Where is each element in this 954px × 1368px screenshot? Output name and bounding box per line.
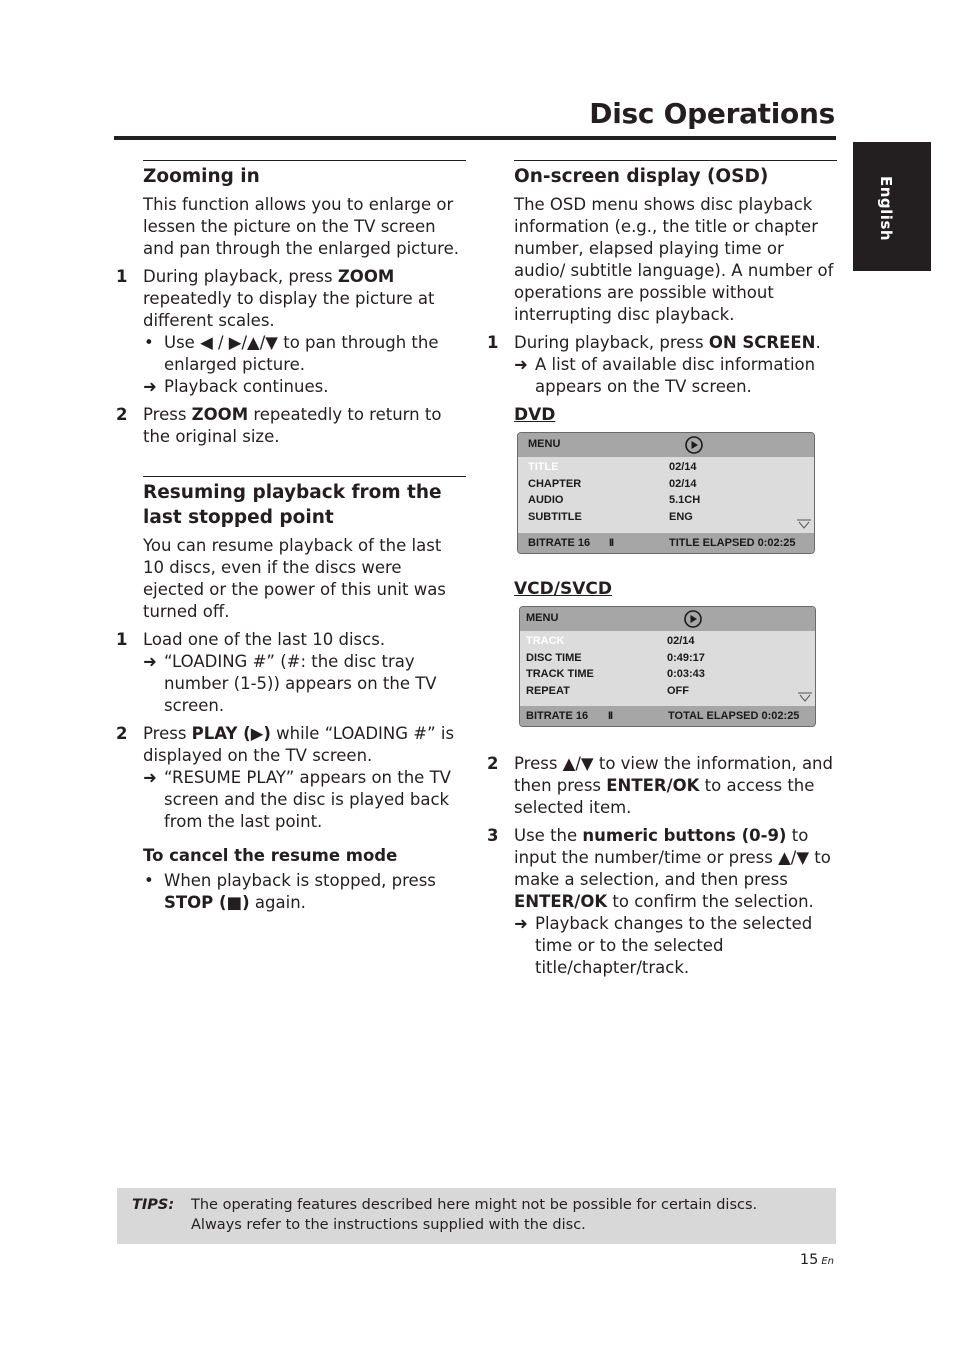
language-tab-label: English xyxy=(877,176,895,242)
page-number xyxy=(800,1250,834,1272)
arrow-icon: ➜ xyxy=(143,377,157,396)
step-text: repeatedly to return to the original size. xyxy=(143,405,442,446)
enter-ok-key: ENTER/OK xyxy=(514,892,608,911)
result-text: Playback continues. xyxy=(164,377,329,396)
step-text: During playback, press xyxy=(143,267,338,286)
osd-row-key: DISC TIME xyxy=(526,651,582,664)
resume-step-1-result xyxy=(143,651,466,717)
section-rule xyxy=(143,160,466,161)
zoom-step-2 xyxy=(116,404,466,448)
zoom-section-title: Zooming in xyxy=(143,166,260,187)
step-text: Press xyxy=(143,724,192,743)
scroll-down-icon xyxy=(797,519,811,529)
title-rule xyxy=(114,136,836,140)
step-text: Use the xyxy=(514,826,583,845)
osd-status-bar xyxy=(518,533,814,553)
tips-label: TIPS: xyxy=(132,1197,175,1213)
osd-row-value: ENG xyxy=(669,510,693,523)
osd-row-repeat xyxy=(520,683,815,700)
step-text: while “LOADING #” is displayed on the TV screen. xyxy=(143,724,455,765)
osd-row-title xyxy=(518,459,814,476)
zoom-bullet xyxy=(143,332,466,376)
pause-icon: II xyxy=(608,710,613,722)
bullet-dot: • xyxy=(144,333,154,352)
enter-ok-key: ENTER/OK xyxy=(606,776,700,795)
osd-rows xyxy=(518,459,814,525)
step-number: 1 xyxy=(116,630,128,649)
language-tab xyxy=(853,142,931,271)
osd-row-value: 0:49:17 xyxy=(667,651,705,664)
right-column xyxy=(487,160,837,979)
resume-section-title: Resuming playback from the last stopped point xyxy=(143,482,442,528)
resume-step-1 xyxy=(116,629,466,717)
dvd-label: DVD xyxy=(514,405,556,425)
vcd-label: VCD/SVCD xyxy=(514,579,612,599)
section-rule xyxy=(143,476,466,477)
step-number: 1 xyxy=(116,267,128,286)
bullet-text: Use ◀ / ▶/▲/▼ to pan through the enlarged picture. xyxy=(164,333,439,374)
stop-key: STOP (■) xyxy=(164,893,250,912)
step-text: During playback, press xyxy=(514,333,709,352)
osd-row-audio xyxy=(518,492,814,509)
osd-menu-label: MENU xyxy=(528,438,561,450)
arrow-icon: ➜ xyxy=(143,768,157,787)
bullet-item xyxy=(143,870,466,914)
osd-row-subtitle xyxy=(518,509,814,526)
osd-row-chapter xyxy=(518,476,814,493)
osd-row-key: CHAPTER xyxy=(528,477,582,490)
cancel-resume-title: To cancel the resume mode xyxy=(143,846,398,865)
osd-menu-bar xyxy=(520,607,815,631)
osd-row-track-time xyxy=(520,666,815,683)
osd-row-value: 0:03:43 xyxy=(667,668,705,680)
arrow-icon: ➜ xyxy=(143,652,157,671)
osd-row-key: SUBTITLE xyxy=(528,510,582,523)
step-text: Load one of the last 10 discs. xyxy=(143,630,386,649)
osd-row-value: 5.1CH xyxy=(669,494,701,506)
step-number: 2 xyxy=(116,405,128,424)
page-language: En xyxy=(821,1256,834,1267)
zoom-intro: This function allows you to enlarge or lessen the picture on the TV screen and pan through the enlarged picture. xyxy=(143,195,459,258)
step-number: 1 xyxy=(487,333,499,352)
step-text: to access the selected item. xyxy=(514,776,815,817)
zoom-key: ZOOM xyxy=(337,267,395,286)
step-text: Press xyxy=(143,405,192,424)
bullet-dot: • xyxy=(144,871,154,890)
page-number-value: 15 xyxy=(799,1252,819,1268)
osd-row-value: 02/14 xyxy=(667,635,695,647)
page-title: Disc Operations xyxy=(589,97,835,130)
step-text: to input the number/time or press ▲/▼ to make a selection, and then press xyxy=(514,826,831,889)
step-number: 2 xyxy=(487,754,499,773)
result-text: A list of available disc information appears on the TV screen. xyxy=(535,355,816,396)
osd-row-key: AUDIO xyxy=(528,494,564,506)
osd-row-key: TRACK xyxy=(526,635,565,647)
result-text: “RESUME PLAY” appears on the TV screen and the disc is played back from the last point. xyxy=(164,768,451,831)
on-screen-key: ON SCREEN xyxy=(708,333,816,352)
resume-step-2-result xyxy=(143,767,466,833)
osd-status-bar xyxy=(520,706,815,726)
osd-step-2 xyxy=(487,753,837,819)
tips-box xyxy=(117,1188,836,1244)
dvd-osd-screen xyxy=(517,432,815,554)
osd-menu-label: MENU xyxy=(526,612,559,624)
tips-line-1: The operating features described here might not be possible for certain discs. xyxy=(191,1197,758,1213)
zoom-step-1 xyxy=(116,266,466,398)
pause-icon: II xyxy=(609,537,614,549)
zoom-result xyxy=(143,376,466,398)
arrow-icon: ➜ xyxy=(514,914,528,933)
step-text: to confirm the selection. xyxy=(607,892,814,911)
play-icon xyxy=(683,610,703,628)
step-number: 3 xyxy=(487,826,499,845)
zoom-key: ZOOM xyxy=(191,405,249,424)
bitrate-label: BITRATE 16 xyxy=(526,710,589,722)
bullet-text: When playback is stopped, press xyxy=(164,871,436,890)
resume-intro: You can resume playback of the last 10 discs, even if the discs were ejected or the power of this unit was turned off. xyxy=(143,536,446,621)
osd-row-value: 02/14 xyxy=(669,477,697,490)
osd-row-key: REPEAT xyxy=(526,684,570,697)
osd-row-value: 02/14 xyxy=(669,461,697,473)
bullet-text: again. xyxy=(249,893,306,912)
bitrate-label: BITRATE 16 xyxy=(528,537,591,549)
result-text: “LOADING #” (#: the disc tray number (1-5)) appears on the TV screen. xyxy=(164,652,437,715)
vcd-osd-screen xyxy=(519,606,816,727)
cancel-resume-bullet xyxy=(143,870,466,914)
osd-step-1-result xyxy=(514,354,837,398)
step-text: repeatedly to display the picture at different scales. xyxy=(143,289,435,330)
left-column xyxy=(116,160,466,914)
step-text: Press ▲/▼ to view the information, and then press xyxy=(514,754,833,795)
section-rule xyxy=(514,160,837,161)
osd-rows xyxy=(520,633,815,699)
osd-row-track xyxy=(520,633,815,650)
step-number: 2 xyxy=(116,724,128,743)
tips-line-2: Always refer to the instructions supplied with the disc. xyxy=(191,1217,586,1233)
osd-row-disc-time xyxy=(520,650,815,667)
tips-text xyxy=(191,1195,757,1235)
osd-section-title: On-screen display (OSD) xyxy=(514,166,769,187)
osd-step-1 xyxy=(487,332,837,398)
osd-row-value: OFF xyxy=(667,684,689,697)
elapsed-label: TOTAL ELAPSED 0:02:25 xyxy=(668,710,800,722)
play-icon xyxy=(684,436,704,454)
arrow-icon: ➜ xyxy=(514,355,528,374)
osd-row-key: TRACK TIME xyxy=(526,668,594,680)
scroll-down-icon xyxy=(798,692,812,702)
osd-step-3 xyxy=(487,825,837,979)
play-key: PLAY (▶) xyxy=(191,724,271,743)
elapsed-label: TITLE ELAPSED 0:02:25 xyxy=(669,537,796,549)
result-text: Playback changes to the selected time or to the selected title/chapter/track. xyxy=(535,914,813,977)
numeric-buttons-key: numeric buttons (0-9) xyxy=(582,826,787,845)
step-text: . xyxy=(815,333,821,352)
osd-menu-bar xyxy=(518,433,814,457)
osd-step-3-result xyxy=(514,913,837,979)
resume-step-2 xyxy=(116,723,466,833)
osd-row-key: TITLE xyxy=(528,461,559,473)
osd-intro: The OSD menu shows disc playback information (e.g., the title or chapter number, elapsed playing time or audio/ subtitle language). A number of operations are possible without interrupting disc playback. xyxy=(514,195,834,324)
